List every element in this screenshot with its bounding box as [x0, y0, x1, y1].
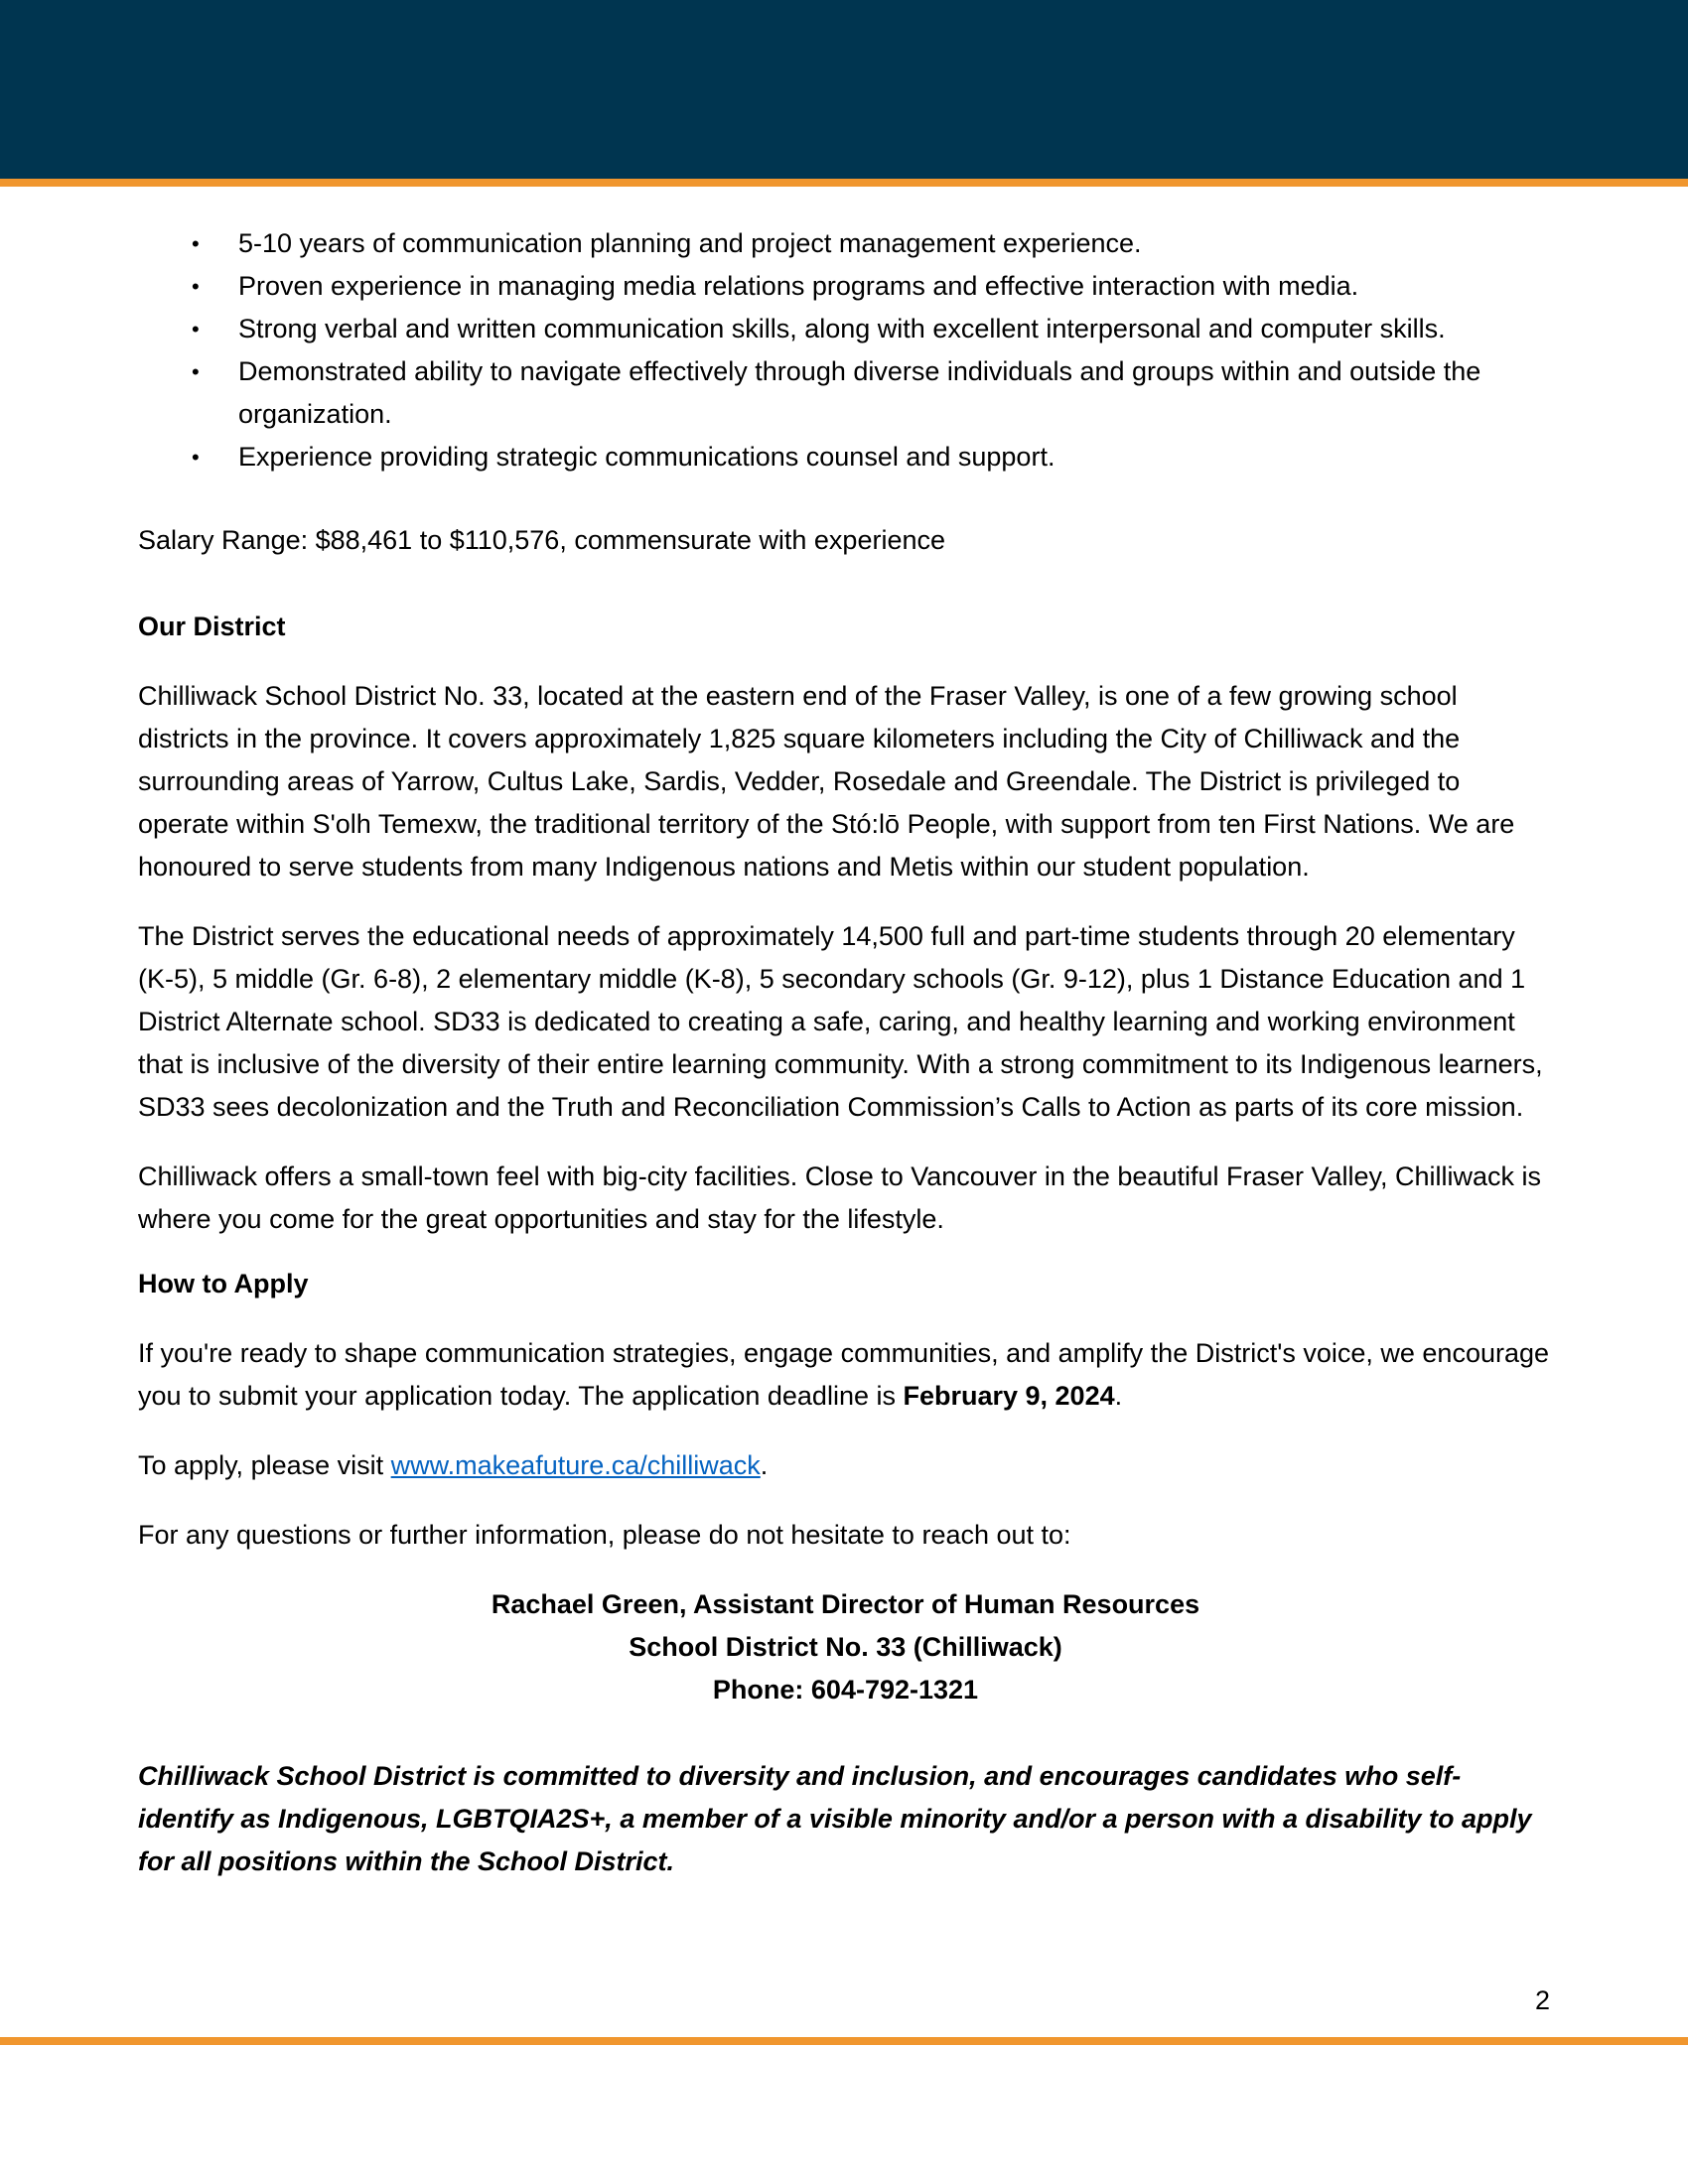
bullet-icon: • [192, 274, 200, 299]
diversity-statement: Chilliwack School District is committed to diversity and inclusion, and encourages candidates who self-identify as Indigenous, LGBTQIA2S+, a member of a visible minority and/or a person with a disability to apply for all positions within the School District. [138, 1761, 1532, 1876]
apply-intro [138, 1332, 1553, 1418]
contact-block [138, 1583, 1553, 1711]
how-to-apply-heading: How to Apply [138, 1269, 309, 1298]
header-accent-stripe [0, 179, 1688, 187]
list-item-text: Strong verbal and written communication skills, along with excellent interpersonal and computer skills. [238, 314, 1446, 343]
header-band [0, 0, 1688, 179]
bullet-icon: • [192, 231, 200, 256]
page-content [138, 222, 1553, 1883]
list-item [138, 308, 1553, 350]
contact-phone: Phone: 604-792-1321 [712, 1675, 979, 1705]
apply-instructions [138, 1444, 1553, 1487]
page-number: 2 [1534, 1985, 1550, 2015]
questions-text: For any questions or further information, please do not hesitate to reach out to: [138, 1520, 1071, 1550]
application-deadline: February 9, 2024 [903, 1381, 1115, 1411]
list-item [138, 436, 1553, 478]
apply-prefix: To apply, please visit [138, 1450, 391, 1480]
list-item [138, 222, 1553, 265]
bullet-icon: • [192, 445, 200, 470]
apply-suffix: . [760, 1450, 769, 1480]
district-paragraph-1: Chilliwack School District No. 33, located at the eastern end of the Fraser Valley, is one of a few growing school districts in the province. It covers approximately 1,825 square kilometers including the City of Chilliwack and the surrounding areas of Yarrow, Cultus Lake, Sardis, Vedder, Rosedale and Greendale. The District is privileged to operate within S'olh Temexw, the traditional territory of the Stó:lō People, with support from ten First Nations. We are honoured to serve students from many Indigenous nations and Metis within our student population. [138, 681, 1515, 882]
bullet-icon: • [192, 359, 200, 384]
bullet-icon: • [192, 317, 200, 341]
requirements-list [138, 222, 1553, 478]
list-item-text: Demonstrated ability to navigate effectively through diverse individuals and groups within and outside the organization. [238, 356, 1481, 429]
list-item [138, 350, 1553, 436]
list-item-text: 5-10 years of communication planning and project management experience. [238, 228, 1142, 258]
contact-organization: School District No. 33 (Chilliwack) [629, 1632, 1062, 1662]
list-item [138, 265, 1553, 308]
district-paragraph-2: The District serves the educational needs of approximately 14,500 full and part-time students through 20 elementary (K-5), 5 middle (Gr. 6-8), 2 elementary middle (K-8), 5 secondary schools (Gr. 9-12), plus 1 Distance Education and 1 District Alternate school. SD33 is dedicated to creating a safe, caring, and healthy learning and working environment that is inclusive of the diversity of their entire learning community. With a strong commitment to its Indigenous learners, SD33 sees decolonization and the Truth and Reconciliation Commission’s Calls to Action as parts of its core mission. [138, 921, 1543, 1122]
apply-link[interactable]: www.makeafuture.ca/chilliwack [390, 1450, 761, 1480]
apply-intro-text: If you're ready to shape communication strategies, engage communities, and amplify the District's voice, we encourage you to submit your application today. The application deadline is [138, 1338, 1550, 1411]
apply-intro-end: . [1114, 1381, 1123, 1411]
our-district-heading: Our District [138, 612, 286, 641]
district-paragraph-3: Chilliwack offers a small-town feel with big-city facilities. Close to Vancouver in the beautiful Fraser Valley, Chilliwack is where you come for the great opportunities and stay for the lifestyle. [138, 1161, 1542, 1234]
salary-range: Salary Range: $88,461 to $110,576, commensurate with experience [138, 525, 946, 555]
list-item-text: Proven experience in managing media relations programs and effective interaction with media. [238, 271, 1359, 301]
list-item-text: Experience providing strategic communications counsel and support. [238, 442, 1055, 472]
contact-name-title: Rachael Green, Assistant Director of Human Resources [491, 1589, 1200, 1619]
footer-accent-stripe [0, 2037, 1688, 2045]
